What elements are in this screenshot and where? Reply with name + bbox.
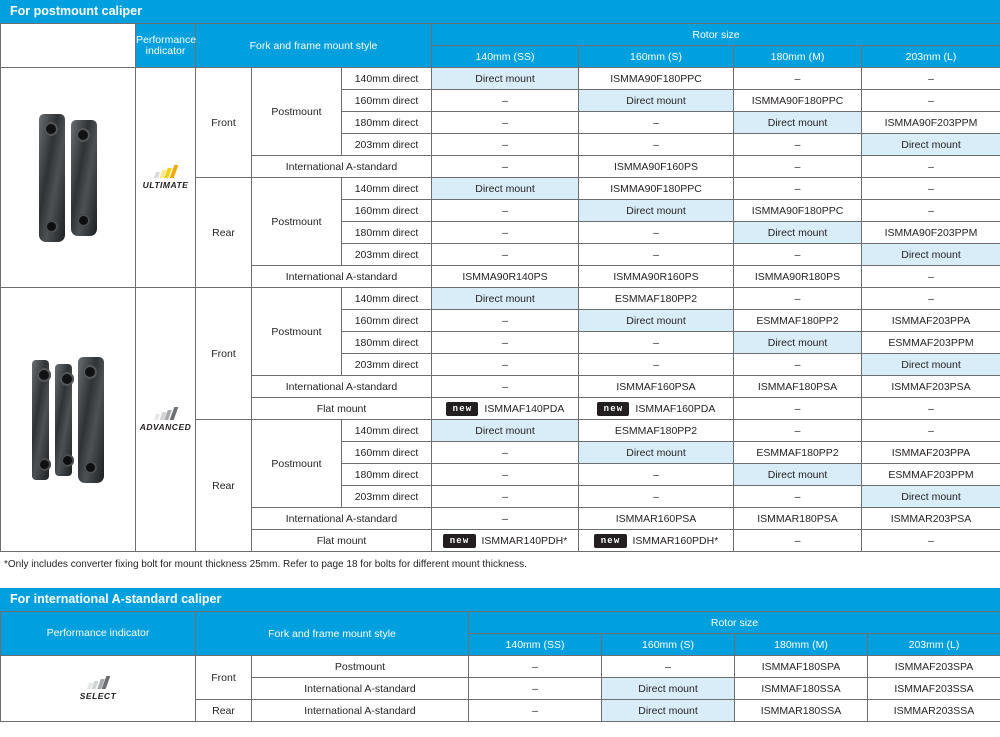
- header-rotor-203: 203mm (L): [862, 46, 1000, 68]
- position-rear-ultimate: Rear: [196, 178, 252, 288]
- performance-label: ADVANCED: [139, 422, 192, 432]
- cell-value: ISMMAF203SPA: [868, 656, 1000, 678]
- new-badge: new: [597, 402, 630, 416]
- header-rotor-140: 140mm (SS): [432, 46, 579, 68]
- mount-style-postmount: Postmount: [252, 68, 342, 156]
- mount-style-international-a: International A-standard: [252, 508, 432, 530]
- cell-value: –: [862, 266, 1000, 288]
- cell-value: ISMMA90F180PPC: [579, 178, 734, 200]
- cell-value: ISMMAF203PPA: [862, 442, 1000, 464]
- mount-sub-140: 140mm direct: [342, 420, 432, 442]
- performance-indicator-ultimate: [136, 68, 196, 288]
- performance-indicator-select: [1, 656, 196, 722]
- cell-value-new: [579, 398, 734, 420]
- cell-value: –: [432, 222, 579, 244]
- mount-style-postmount: Postmount: [252, 420, 342, 508]
- cell-value: ISMMAF180SPA: [735, 656, 868, 678]
- cell-value: ISMMA90F203PPM: [862, 112, 1000, 134]
- header-fork-frame-mount-style: Fork and frame mount style: [196, 24, 432, 68]
- cell-value: ESMMAF203PPM: [862, 332, 1000, 354]
- cell-value: ISMMAR203PSA: [862, 508, 1000, 530]
- cell-value: –: [579, 112, 734, 134]
- performance-indicator-advanced: [136, 288, 196, 552]
- position-rear-select: Rear: [196, 700, 252, 722]
- position-rear-advanced: Rear: [196, 420, 252, 552]
- cell-value-new: [432, 398, 579, 420]
- cell-value: ISMMAF180SSA: [735, 678, 868, 700]
- cell-value: ESMMAF203PPM: [862, 464, 1000, 486]
- cell-value: –: [469, 700, 602, 722]
- cell-value: –: [734, 244, 862, 266]
- cell-value: –: [432, 112, 579, 134]
- caliper-illustration-advanced: [1, 288, 135, 551]
- header-performance-indicator: Performance indicator: [1, 612, 196, 656]
- mount-style-international-a: International A-standard: [252, 156, 432, 178]
- cell-value: –: [432, 200, 579, 222]
- mount-sub-203: 203mm direct: [342, 244, 432, 266]
- header-performance-indicator: Performance indicator: [136, 24, 196, 68]
- cell-value: –: [862, 68, 1000, 90]
- cell-value: ESMMAF180PP2: [734, 442, 862, 464]
- header-rotor-140: 140mm (SS): [469, 634, 602, 656]
- table-header-row-1: [1, 612, 1000, 634]
- mount-style-postmount: Postmount: [252, 656, 469, 678]
- mount-style-flat-mount: Flat mount: [252, 398, 432, 420]
- cell-value: Direct mount: [862, 486, 1000, 508]
- cell-value: ISMMA90R160PS: [579, 266, 734, 288]
- cell-value: –: [734, 398, 862, 420]
- cell-value: Direct mount: [734, 464, 862, 486]
- cell-value: –: [469, 678, 602, 700]
- cell-value: Direct mount: [734, 332, 862, 354]
- footnote-postmount: *Only includes converter fixing bolt for mount thickness 25mm. Refer to page 18 for bolts for different mount thickness.: [4, 559, 527, 570]
- cell-value: ISMMAF160PDA: [635, 402, 716, 415]
- cell-value: –: [734, 420, 862, 442]
- new-badge: new: [446, 402, 479, 416]
- cell-value: –: [579, 134, 734, 156]
- header-rotor-size: Rotor size: [469, 612, 1000, 634]
- mount-sub-203: 203mm direct: [342, 354, 432, 376]
- mount-style-international-a: International A-standard: [252, 700, 469, 722]
- cell-value: –: [862, 178, 1000, 200]
- cell-value: Direct mount: [579, 442, 734, 464]
- cell-value: ISMMAR140PDH*: [481, 534, 568, 547]
- mount-style-international-a: International A-standard: [252, 266, 432, 288]
- cell-value: –: [432, 156, 579, 178]
- cell-value: Direct mount: [862, 354, 1000, 376]
- mount-sub-140: 140mm direct: [342, 178, 432, 200]
- cell-value: Direct mount: [432, 178, 579, 200]
- cell-value: Direct mount: [579, 310, 734, 332]
- cell-value: –: [734, 68, 862, 90]
- header-fork-frame-mount-style: Fork and frame mount style: [196, 612, 469, 656]
- header-rotor-203: 203mm (L): [868, 634, 1000, 656]
- mount-style-international-a: International A-standard: [252, 376, 432, 398]
- cell-value: Direct mount: [602, 678, 735, 700]
- cell-value: –: [579, 222, 734, 244]
- position-front-ultimate: Front: [196, 68, 252, 178]
- performance-bars-icon: [88, 676, 109, 689]
- international-a-standard-table: [0, 611, 1000, 722]
- cell-value: –: [862, 200, 1000, 222]
- cell-value: Direct mount: [579, 200, 734, 222]
- new-badge: new: [443, 534, 476, 548]
- caliper-photo-ultimate: [1, 24, 136, 68]
- mount-sub-140: 140mm direct: [342, 288, 432, 310]
- cell-value: ESMMAF180PP2: [579, 288, 734, 310]
- mount-sub-160: 160mm direct: [342, 442, 432, 464]
- cell-value: –: [469, 656, 602, 678]
- performance-bars-icon: [155, 407, 176, 420]
- cell-value: –: [432, 354, 579, 376]
- cell-value-new: [432, 530, 579, 552]
- cell-value: ISMMAR180PSA: [734, 508, 862, 530]
- cell-value: –: [602, 656, 735, 678]
- section-title-postmount: For postmount caliper: [0, 0, 1000, 23]
- performance-label: SELECT: [79, 691, 117, 701]
- cell-value: –: [579, 486, 734, 508]
- cell-value: ISMMAR160PSA: [579, 508, 734, 530]
- cell-value: Direct mount: [432, 68, 579, 90]
- cell-value: –: [862, 530, 1000, 552]
- cell-value: ISMMAF140PDA: [484, 402, 565, 415]
- cell-value: –: [734, 288, 862, 310]
- header-rotor-180: 180mm (M): [734, 46, 862, 68]
- header-rotor-180: 180mm (M): [735, 634, 868, 656]
- table-row: [1, 68, 1000, 90]
- mount-style-flat-mount: Flat mount: [252, 530, 432, 552]
- cell-value: ISMMAF160PSA: [579, 376, 734, 398]
- cell-value: ISMMA90F203PPM: [862, 222, 1000, 244]
- cell-value: ISMMAF203PPA: [862, 310, 1000, 332]
- mount-sub-203: 203mm direct: [342, 134, 432, 156]
- mount-sub-180: 180mm direct: [342, 222, 432, 244]
- cell-value: ISMMA90F180PPC: [734, 200, 862, 222]
- cell-value: –: [734, 354, 862, 376]
- cell-value: ISMMAR160PDH*: [632, 534, 719, 547]
- mount-style-international-a: International A-standard: [252, 678, 469, 700]
- cell-value: –: [432, 464, 579, 486]
- performance-label: ULTIMATE: [142, 180, 189, 190]
- cell-value: –: [432, 310, 579, 332]
- table-row: [1, 656, 1000, 678]
- cell-value: –: [734, 530, 862, 552]
- cell-value: –: [862, 156, 1000, 178]
- header-rotor-160: 160mm (S): [579, 46, 734, 68]
- cell-value: Direct mount: [579, 90, 734, 112]
- cell-value: ISMMAF203PSA: [862, 376, 1000, 398]
- mount-style-postmount: Postmount: [252, 288, 342, 376]
- cell-value: –: [432, 134, 579, 156]
- cell-value: –: [734, 134, 862, 156]
- cell-value: –: [579, 332, 734, 354]
- cell-value: ISMMA90R140PS: [432, 266, 579, 288]
- mount-sub-140: 140mm direct: [342, 68, 432, 90]
- mount-style-postmount: Postmount: [252, 178, 342, 266]
- cell-value: ESMMAF180PP2: [734, 310, 862, 332]
- cell-value: Direct mount: [602, 700, 735, 722]
- cell-value: Direct mount: [734, 112, 862, 134]
- caliper-photo-ultimate-body: [1, 68, 136, 288]
- cell-value-new: [579, 530, 734, 552]
- cell-value: ISMMA90R180PS: [734, 266, 862, 288]
- section-title-international: For international A-standard caliper: [0, 588, 1000, 611]
- cell-value: –: [432, 376, 579, 398]
- cell-value: ISMMA90F180PPC: [734, 90, 862, 112]
- mount-sub-160: 160mm direct: [342, 90, 432, 112]
- mount-sub-160: 160mm direct: [342, 310, 432, 332]
- mount-sub-203: 203mm direct: [342, 486, 432, 508]
- header-rotor-160: 160mm (S): [602, 634, 735, 656]
- table-row: [1, 288, 1000, 310]
- cell-value: ESMMAF180PP2: [579, 420, 734, 442]
- cell-value: –: [862, 288, 1000, 310]
- cell-value: –: [734, 486, 862, 508]
- table-header-row-1: [1, 24, 1000, 46]
- cell-value: –: [579, 464, 734, 486]
- section-spacer: [0, 570, 1000, 588]
- cell-value: –: [432, 508, 579, 530]
- caliper-illustration-ultimate: [1, 68, 135, 287]
- caliper-photo-advanced: [1, 288, 136, 552]
- cell-value: –: [579, 354, 734, 376]
- cell-value: –: [432, 332, 579, 354]
- cell-value: –: [432, 90, 579, 112]
- postmount-caliper-table: [0, 23, 1000, 552]
- cell-value: –: [432, 244, 579, 266]
- cell-value: ISMMA90F180PPC: [579, 68, 734, 90]
- cell-value: –: [862, 420, 1000, 442]
- cell-value: –: [734, 156, 862, 178]
- mount-sub-160: 160mm direct: [342, 200, 432, 222]
- new-badge: new: [594, 534, 627, 548]
- cell-value: Direct mount: [734, 222, 862, 244]
- performance-bars-icon: [155, 165, 176, 178]
- mount-sub-180: 180mm direct: [342, 332, 432, 354]
- cell-value: Direct mount: [862, 134, 1000, 156]
- cell-value: ISMMAR180SSA: [735, 700, 868, 722]
- cell-value: ISMMA90F160PS: [579, 156, 734, 178]
- cell-value: –: [862, 398, 1000, 420]
- cell-value: ISMMAR203SSA: [868, 700, 1000, 722]
- cell-value: ISMMAF180PSA: [734, 376, 862, 398]
- cell-value: Direct mount: [862, 244, 1000, 266]
- cell-value: –: [734, 178, 862, 200]
- cell-value: –: [432, 442, 579, 464]
- cell-value: Direct mount: [432, 420, 579, 442]
- position-front-select: Front: [196, 656, 252, 700]
- cell-value: Direct mount: [432, 288, 579, 310]
- mount-sub-180: 180mm direct: [342, 112, 432, 134]
- cell-value: –: [579, 244, 734, 266]
- header-rotor-size: Rotor size: [432, 24, 1000, 46]
- cell-value: ISMMAF203SSA: [868, 678, 1000, 700]
- mount-sub-180: 180mm direct: [342, 464, 432, 486]
- cell-value: –: [432, 486, 579, 508]
- cell-value: –: [862, 90, 1000, 112]
- position-front-advanced: Front: [196, 288, 252, 420]
